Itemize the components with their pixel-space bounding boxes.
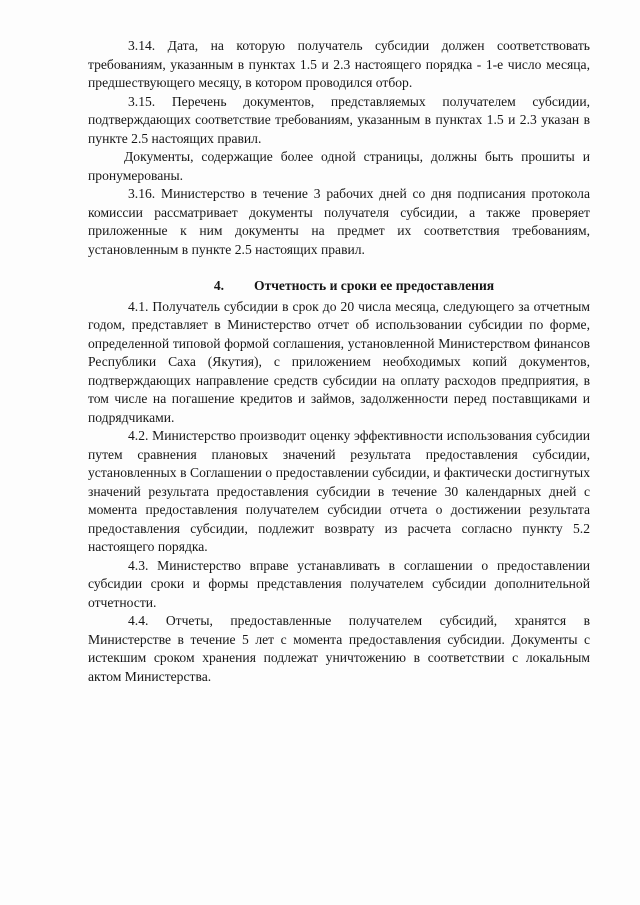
paragraph-3-14: 3.14. Дата, на которую получатель субсидии должен соответствовать требованиям, указанным в пунктах 1.5 и 2.3 настоящего порядка - 1-е число месяца, предшествующего месяцу, в котором проводился отбор. (88, 38, 590, 90)
paragraph-4-4: 4.4. Отчеты, предоставленные получателем субсидий, хранятся в Министерстве в течение 5 лет с момента предоставления субсидии. Документы с истекшим сроком хранения подлежат уничтожению в соответствии с локальным актом Министерства. (88, 613, 590, 684)
paragraph-3-16: 3.16. Министерство в течение 3 рабочих дней со дня подписания протокола комиссии рассматривает документы получателя субсидии, а также проверяет приложенные к ним документы на предмет их соответствия требованиям, установленным в пункте 2.5 настоящих правил. (88, 186, 590, 257)
paragraph-documents-bound: Документы, содержащие более одной страницы, должны быть прошиты и пронумерованы. (88, 149, 590, 183)
section-title: Отчетность и сроки ее предоставления (254, 278, 495, 293)
paragraph-3-15: 3.15. Перечень документов, представляемых получателем субсидии, подтверждающих соответствие требованиям, указанным в пунктах 1.5 и 2.3 указан в пункте 2.5 настоящих правил. (88, 93, 590, 146)
paragraph-4-1: 4.1. Получатель субсидии в срок до 20 числа месяца, следующего за отчетным годом, представляет в Министерство отчет об использовании субсидии по форме, определенной типовой формой соглашения, установленной Министерством финансов Республики Саха (Якутия), с приложением необходимых копий документов, подтверждающих направление средств субсидии на оплату расходов предприятия, в том числе на погашение кредитов и займов, задолженности перед поставщиками и подрядчиками. (88, 298, 590, 425)
paragraph-4-2: 4.2. Министерство производит оценку эффективности использования субсидии путем сравнения плановых значений результата предоставления субсидии, установленных в Соглашении о предоставлении субсидии, и фактически достигнутых значений результата предоставления субсидии в течение 30 календарных дней с момента предоставления получателем субсидии отчета о достижении результата предоставления субсидии, подлежит возврату из расчета согласно пункту 5.2 настоящего порядка. (88, 428, 590, 554)
document-body (88, 37, 590, 686)
paragraph-4-3: 4.3. Министерство вправе устанавливать в соглашении о предоставлении субсидии сроки и формы представления получателем субсидии дополнительной отчетности. (88, 557, 590, 610)
section-heading (88, 277, 590, 296)
section-number: 4. (213, 278, 225, 293)
